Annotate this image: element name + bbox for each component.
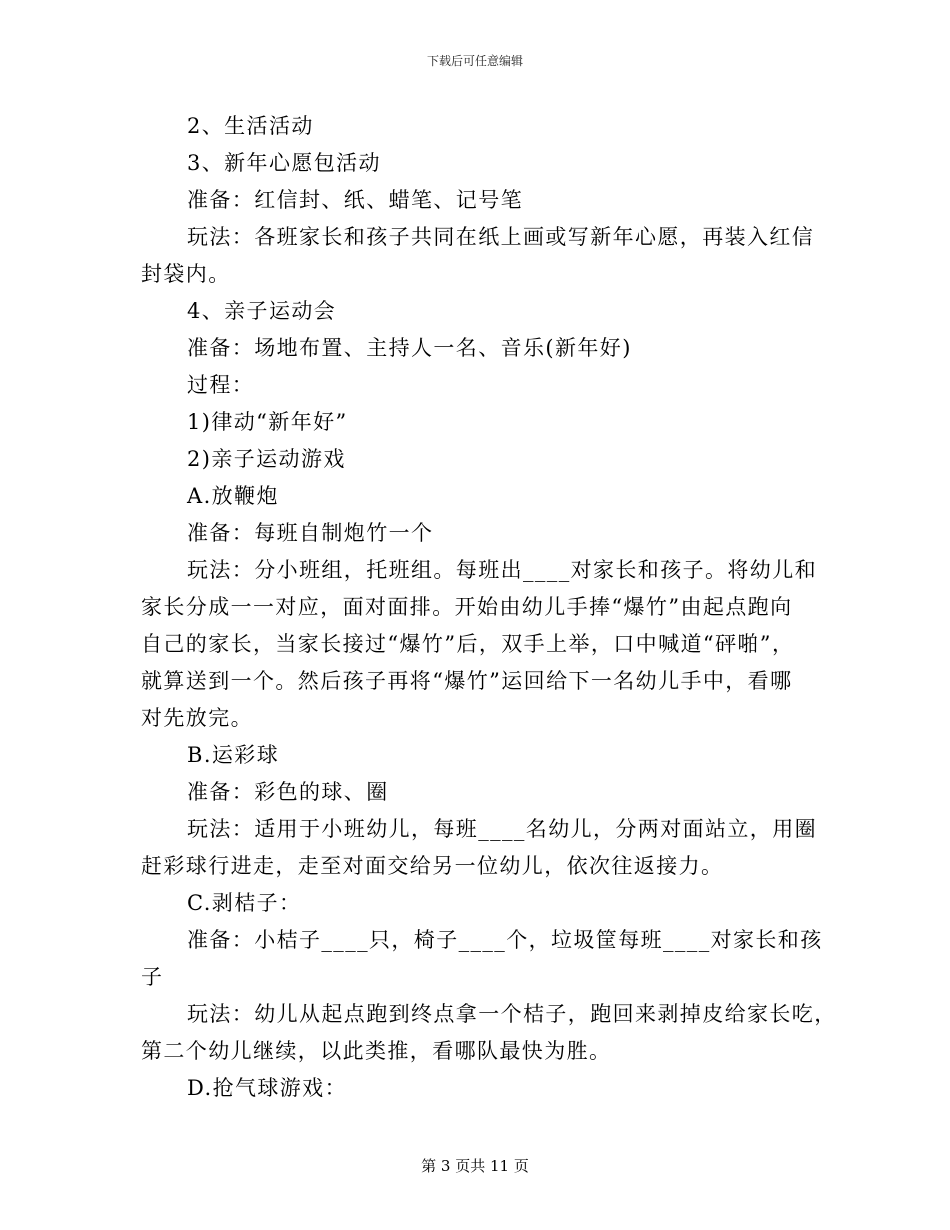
text-line: 自己的家长，当家长接过“爆竹”后，双手上举，口中喊道“砰啪”， <box>141 632 795 656</box>
text-line: 准备：彩色的球、圈 <box>187 780 389 804</box>
text-line: 3、新年心愿包活动 <box>187 151 381 175</box>
text-line: 第二个幼儿继续，以此类推，看哪队最快为胜。 <box>141 1039 612 1063</box>
page-footer: 第 3 页共 11 页 <box>421 1157 529 1175</box>
text-line: 对先放完。 <box>141 706 253 730</box>
text-line: 2、生活活动 <box>187 114 314 138</box>
text-line: C.剥桔子： <box>187 891 302 915</box>
text-line: 2)亲子运动游戏 <box>187 447 346 471</box>
text-line: 就算送到一个。然后孩子再将“爆竹”运回给下一名幼儿手中，看哪 <box>141 669 793 693</box>
text-line: 玩法：适用于小班幼儿，每班____名幼儿，分两对面站立，用圈 <box>187 817 817 841</box>
text-line: B.运彩球 <box>187 743 280 767</box>
text-line: 4、亲子运动会 <box>187 299 337 323</box>
text-line: 封袋内。 <box>141 262 231 286</box>
page-header: 下载后可任意编辑 <box>426 54 523 68</box>
text-line: 过程： <box>187 373 255 397</box>
text-line: 1)律动“新年好” <box>187 410 348 434</box>
text-line: 准备：小桔子____只，椅子____个，垃圾筐每班____对家长和孩 <box>187 928 823 952</box>
text-line: D.抢气球游戏： <box>187 1076 347 1100</box>
text-line: 准备：红信封、纸、蜡笔、记号笔 <box>187 188 523 212</box>
text-line: 准备：每班自制炮竹一个 <box>187 521 434 545</box>
text-line: 家长分成一一对应，面对面排。开始由幼儿手捧“爆竹”由起点跑向 <box>141 595 793 619</box>
text-line: 准备：场地布置、主持人一名、音乐(新年好) <box>187 336 632 360</box>
text-line: 子 <box>141 965 164 989</box>
document-body <box>141 108 837 1107</box>
text-line: 玩法：分小班组，托班组。每班出____对家长和孩子。将幼儿和 <box>187 558 817 582</box>
text-line: A.放鞭炮 <box>187 484 279 508</box>
text-line: 赶彩球行进走，走至对面交给另一位幼儿，依次往返接力。 <box>141 854 724 878</box>
text-line: 玩法：各班家长和孩子共同在纸上画或写新年心愿，再装入红信 <box>187 225 815 249</box>
text-line: 玩法：幼儿从起点跑到终点拿一个桔子，跑回来剥掉皮给家长吃， <box>187 1002 837 1026</box>
